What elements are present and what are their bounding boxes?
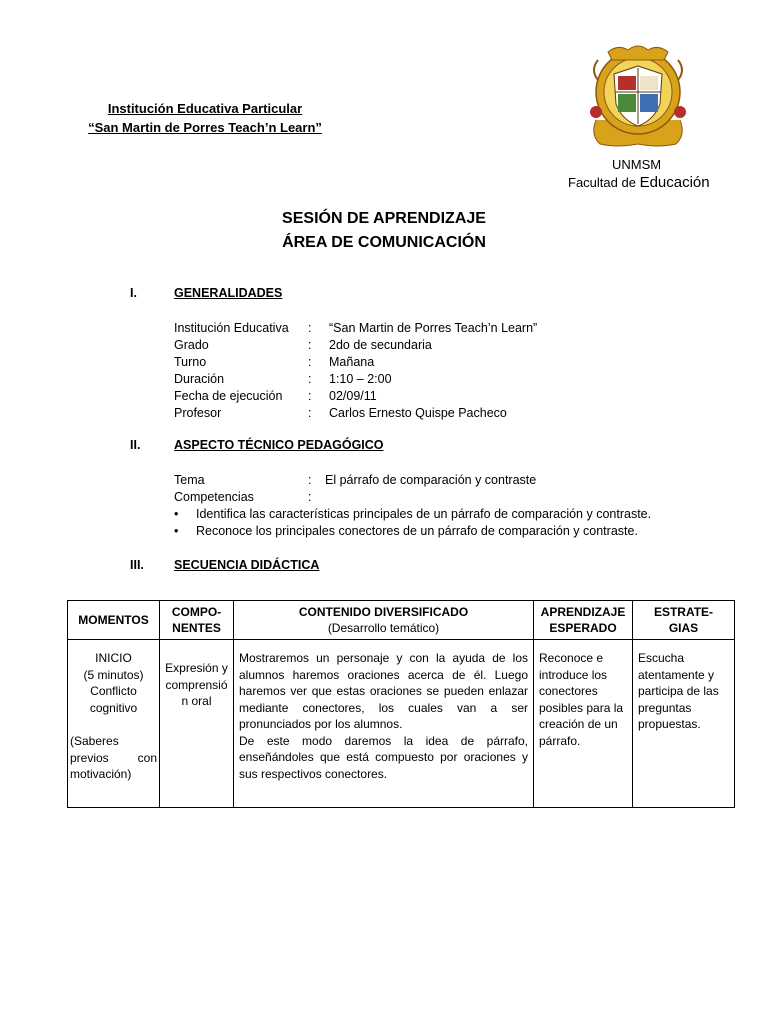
institution-type: Institución Educativa Particular: [107, 101, 303, 116]
cell-componentes: Expresión y comprensión oral: [160, 640, 234, 808]
header-estrategias: ESTRATE- GIAS: [633, 601, 735, 640]
institution-header: [60, 99, 350, 137]
university-seal: [588, 40, 688, 152]
faculty-name: Facultad de Educación: [568, 174, 710, 191]
title-line-1: SESIÓN DE APRENDIZAJE: [282, 210, 486, 227]
university-name: UNMSM: [612, 157, 662, 172]
secuencia-table: [67, 600, 735, 808]
cell-estrategias: Escucha atentamente y participa de las preguntas propuestas.: [633, 640, 735, 808]
page-title: [0, 207, 768, 255]
header-momentos: MOMENTOS: [68, 601, 160, 640]
table-header-row: [68, 601, 735, 640]
header-aprendizaje: APRENDIZAJE ESPERADO: [534, 601, 633, 640]
table-row: [68, 640, 735, 808]
institution-name: “San Martin de Porres Teach’n Learn”: [88, 120, 322, 135]
header-componentes: COMPO- NENTES: [160, 601, 234, 640]
title-line-2: ÁREA DE COMUNICACIÓN: [282, 234, 486, 251]
header-contenido: CONTENIDO DIVERSIFICADO (Desarrollo temático): [234, 601, 534, 640]
seal-icon: [588, 40, 688, 152]
cell-momentos: INICIO (5 minutos) Conflicto cognitivo (Saberes previos con motivación): [68, 640, 160, 808]
cell-aprendizaje: Reconoce e introduce los conectores posibles para la creación de un párrafo.: [534, 640, 633, 808]
university-block: [568, 156, 728, 192]
cell-contenido: Mostraremos un personaje y con la ayuda de los alumnos haremos oraciones acerca de él. Luego haremos ver que estas oraciones se pueden enlazar mediante conectores, los cuales van a ser pronunciados por los alumnos. De este modo daremos la idea de párrafo, enseñándoles que está compuesto por oraciones y sus respectivos conectores.: [234, 640, 534, 808]
